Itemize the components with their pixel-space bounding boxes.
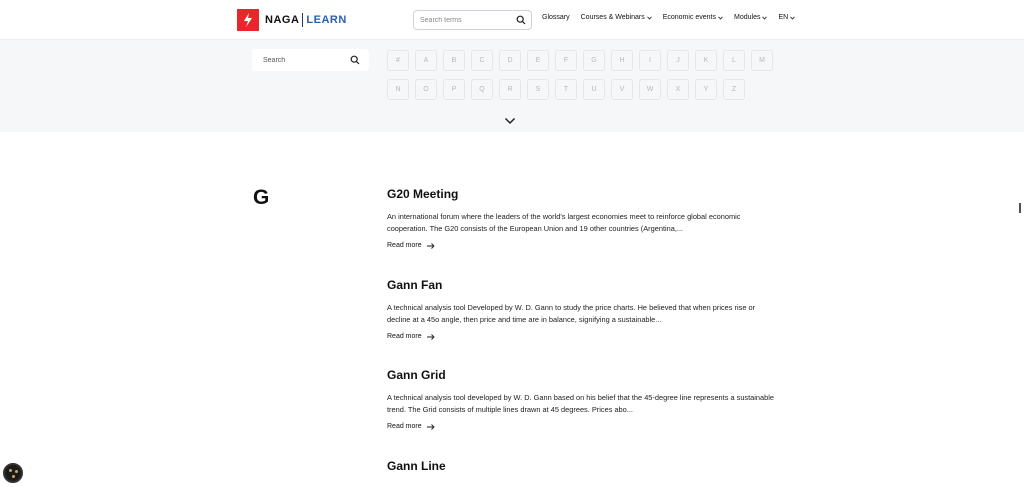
letter-filter[interactable]: S xyxy=(527,79,549,100)
nav-economic-events[interactable] xyxy=(663,14,723,21)
entry-summary: A technical analysis tool Developed by W. D. Gann to study the price charts. He believed that when prices rise or decline at a 45o angle, then price and time are in balance, signifying a sustainable... xyxy=(387,303,756,324)
nav-glossary[interactable] xyxy=(542,14,570,21)
letter-filter[interactable]: J xyxy=(667,50,689,71)
read-more-label: Read more xyxy=(387,423,422,430)
letter-filter[interactable]: F xyxy=(555,50,577,71)
arrow-right-icon xyxy=(427,424,435,430)
letter-filter[interactable]: X xyxy=(667,79,689,100)
nav-modules-label: Modules xyxy=(734,14,761,21)
letter-filter[interactable]: V xyxy=(611,79,633,100)
section-letter: G xyxy=(253,186,270,209)
logo-learn-text: LEARN xyxy=(306,14,347,26)
letter-filter[interactable]: T xyxy=(555,79,577,100)
header-search-input[interactable] xyxy=(420,17,510,24)
main-nav xyxy=(542,14,806,21)
glossary-entry xyxy=(387,459,777,474)
letter-filter[interactable]: O xyxy=(415,79,437,100)
avatar-detail xyxy=(15,470,18,473)
nav-modules[interactable] xyxy=(734,14,767,21)
nav-glossary-label: Glossary xyxy=(542,14,570,21)
chevron-down-icon xyxy=(790,16,795,20)
header-search[interactable] xyxy=(413,10,532,30)
letter-filter[interactable]: # xyxy=(387,50,409,71)
letter-filter[interactable]: I xyxy=(639,50,661,71)
letter-filter[interactable]: L xyxy=(723,50,745,71)
letter-filter[interactable]: W xyxy=(639,79,661,100)
letter-filter[interactable]: M xyxy=(751,50,773,71)
letter-filter[interactable]: N xyxy=(387,79,409,100)
scrollbar-thumb[interactable] xyxy=(1019,203,1021,213)
letter-filter[interactable]: U xyxy=(583,79,605,100)
letter-filter[interactable]: Q xyxy=(471,79,493,100)
letter-filter[interactable]: Y xyxy=(695,79,717,100)
naga-learn-logo[interactable] xyxy=(237,9,347,31)
read-more-link[interactable] xyxy=(387,423,777,430)
letter-filter[interactable]: R xyxy=(499,79,521,100)
avatar-detail xyxy=(12,475,15,478)
glossary-entry xyxy=(387,278,777,340)
letter-filter[interactable]: C xyxy=(471,50,493,71)
letter-filter[interactable]: H xyxy=(611,50,633,71)
arrow-right-icon xyxy=(427,334,435,340)
chevron-down-icon xyxy=(647,16,652,20)
entry-summary: An international forum where the leaders of the world's largest economies meet to reinforce global economic cooperation. The G20 consists of the European Union and 19 other countries (Argentina,... xyxy=(387,212,741,233)
letter-filter[interactable]: E xyxy=(527,50,549,71)
entry-title[interactable]: Gann Line xyxy=(387,459,446,473)
chevron-down-icon xyxy=(718,16,723,20)
naga-logo-icon xyxy=(237,9,259,31)
logo-naga-text: NAGA xyxy=(265,14,300,26)
letter-filter[interactable]: P xyxy=(443,79,465,100)
entry-summary: A technical analysis tool developed by W. D. Gann based on his belief that the 45-degree line represents a sustainable trend. The Grid consists of multiple lines drawn at 45 degrees. Prices abo... xyxy=(387,393,775,414)
read-more-label: Read more xyxy=(387,333,422,340)
language-label: EN xyxy=(778,14,789,21)
letter-filter[interactable]: K xyxy=(695,50,717,71)
nav-courses-label: Courses & Webinars xyxy=(580,14,645,21)
language-selector[interactable] xyxy=(778,14,795,21)
letter-filter[interactable]: A xyxy=(415,50,437,71)
read-more-label: Read more xyxy=(387,242,422,249)
nav-economic-label: Economic events xyxy=(662,14,717,21)
chevron-down-icon xyxy=(762,16,767,20)
entry-title[interactable]: Gann Grid xyxy=(387,368,446,382)
letter-filter[interactable]: B xyxy=(443,50,465,71)
glossary-search[interactable] xyxy=(252,49,369,71)
arrow-right-icon xyxy=(427,243,435,249)
glossary-entry xyxy=(387,368,777,430)
read-more-link[interactable] xyxy=(387,333,777,340)
avatar-detail xyxy=(9,469,12,472)
site-header xyxy=(0,0,1024,40)
search-icon[interactable] xyxy=(516,15,526,25)
chevron-down-icon[interactable] xyxy=(504,116,516,126)
glossary-entry xyxy=(387,187,777,249)
letter-filter[interactable]: Z xyxy=(723,79,745,100)
search-icon[interactable] xyxy=(350,55,360,65)
alphabet-filter xyxy=(387,50,777,100)
read-more-link[interactable] xyxy=(387,242,777,249)
letter-filter[interactable]: D xyxy=(499,50,521,71)
logo-divider xyxy=(302,13,303,27)
nav-courses-webinars[interactable] xyxy=(581,14,652,21)
letter-filter[interactable]: G xyxy=(583,50,605,71)
entry-title[interactable]: G20 Meeting xyxy=(387,187,459,201)
entry-title[interactable]: Gann Fan xyxy=(387,278,443,292)
glossary-search-input[interactable] xyxy=(263,57,343,64)
avatar[interactable] xyxy=(3,463,23,483)
